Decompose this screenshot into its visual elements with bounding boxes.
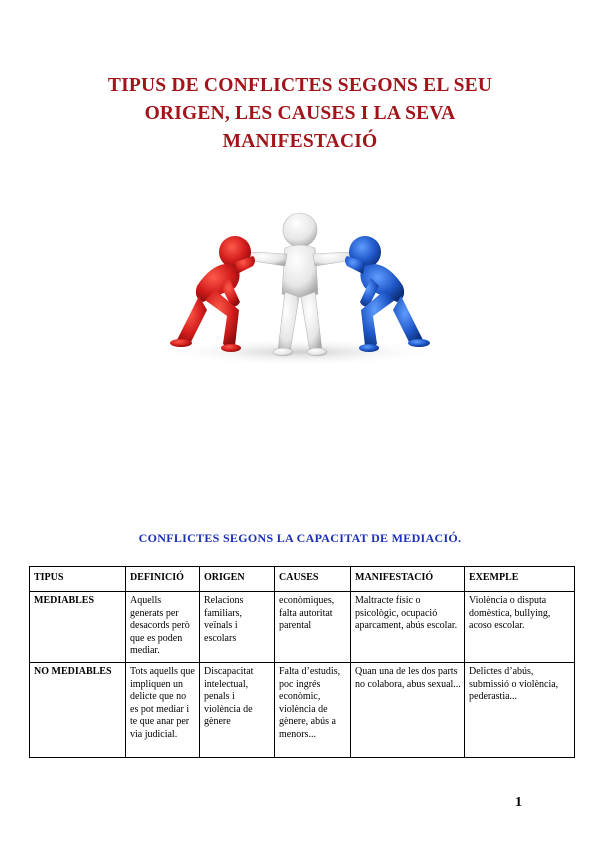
column-header: ORIGEN [200,567,275,592]
cell-definicio: Aquells generats per desacords però que es poden mediar. [126,592,200,663]
red-figure [170,236,255,352]
tug-of-war-figures-icon [155,182,445,402]
column-header: MANIFESTACIÓ [351,567,465,592]
column-header: EXEMPLE [465,567,575,592]
cell-manifestacio: Quan una de les dos parts no colabora, abus sexual... [351,663,465,758]
cell-manifestacio: Maltracte físic o psicològic, ocupació aparcament, abús escolar. [351,592,465,663]
cell-origen: Relacions familiars, veïnals i escolars [200,592,275,663]
cell-tipus: NO MEDIABLES [30,663,126,758]
title-line: ORIGEN, LES CAUSES I LA SEVA [144,103,456,124]
page-number: 1 [515,795,522,810]
column-header: TIPUS [30,567,126,592]
table-row [30,592,575,663]
blue-figure [345,236,430,352]
cell-causes: econòmiques, falta autoritat parental [275,592,351,663]
table-header-row [30,567,575,592]
table-row [30,663,575,758]
cell-tipus: MEDIABLES [30,592,126,663]
table-heading: CONFLICTES SEGONS LA CAPACITAT DE MEDIACIÓ. [138,531,462,545]
page-title [40,72,560,156]
title-line: MANIFESTACIÓ [222,131,378,152]
column-header: CAUSES [275,567,351,592]
cell-exemple: Violència o disputa domèstica, bullying, acoso escolar. [465,592,575,663]
cell-exemple: Delictes d’abús, submissió o violència, pederastia... [465,663,575,758]
title-line: TIPUS DE CONFLICTES SEGONS EL SEU [107,75,493,96]
white-figure [246,213,353,356]
cell-causes: Falta d’estudis, poc ingrés econòmic, violència de gènere, abús a menors... [275,663,351,758]
cell-origen: Discapacitat intelectual, penals i violència de gènere [200,663,275,758]
column-header: DEFINICIÓ [126,567,200,592]
conflicts-table [29,566,575,758]
cell-definicio: Tots aquells que impliquen un delicte que no es pot mediar i te que anar per via judicial. [126,663,200,758]
